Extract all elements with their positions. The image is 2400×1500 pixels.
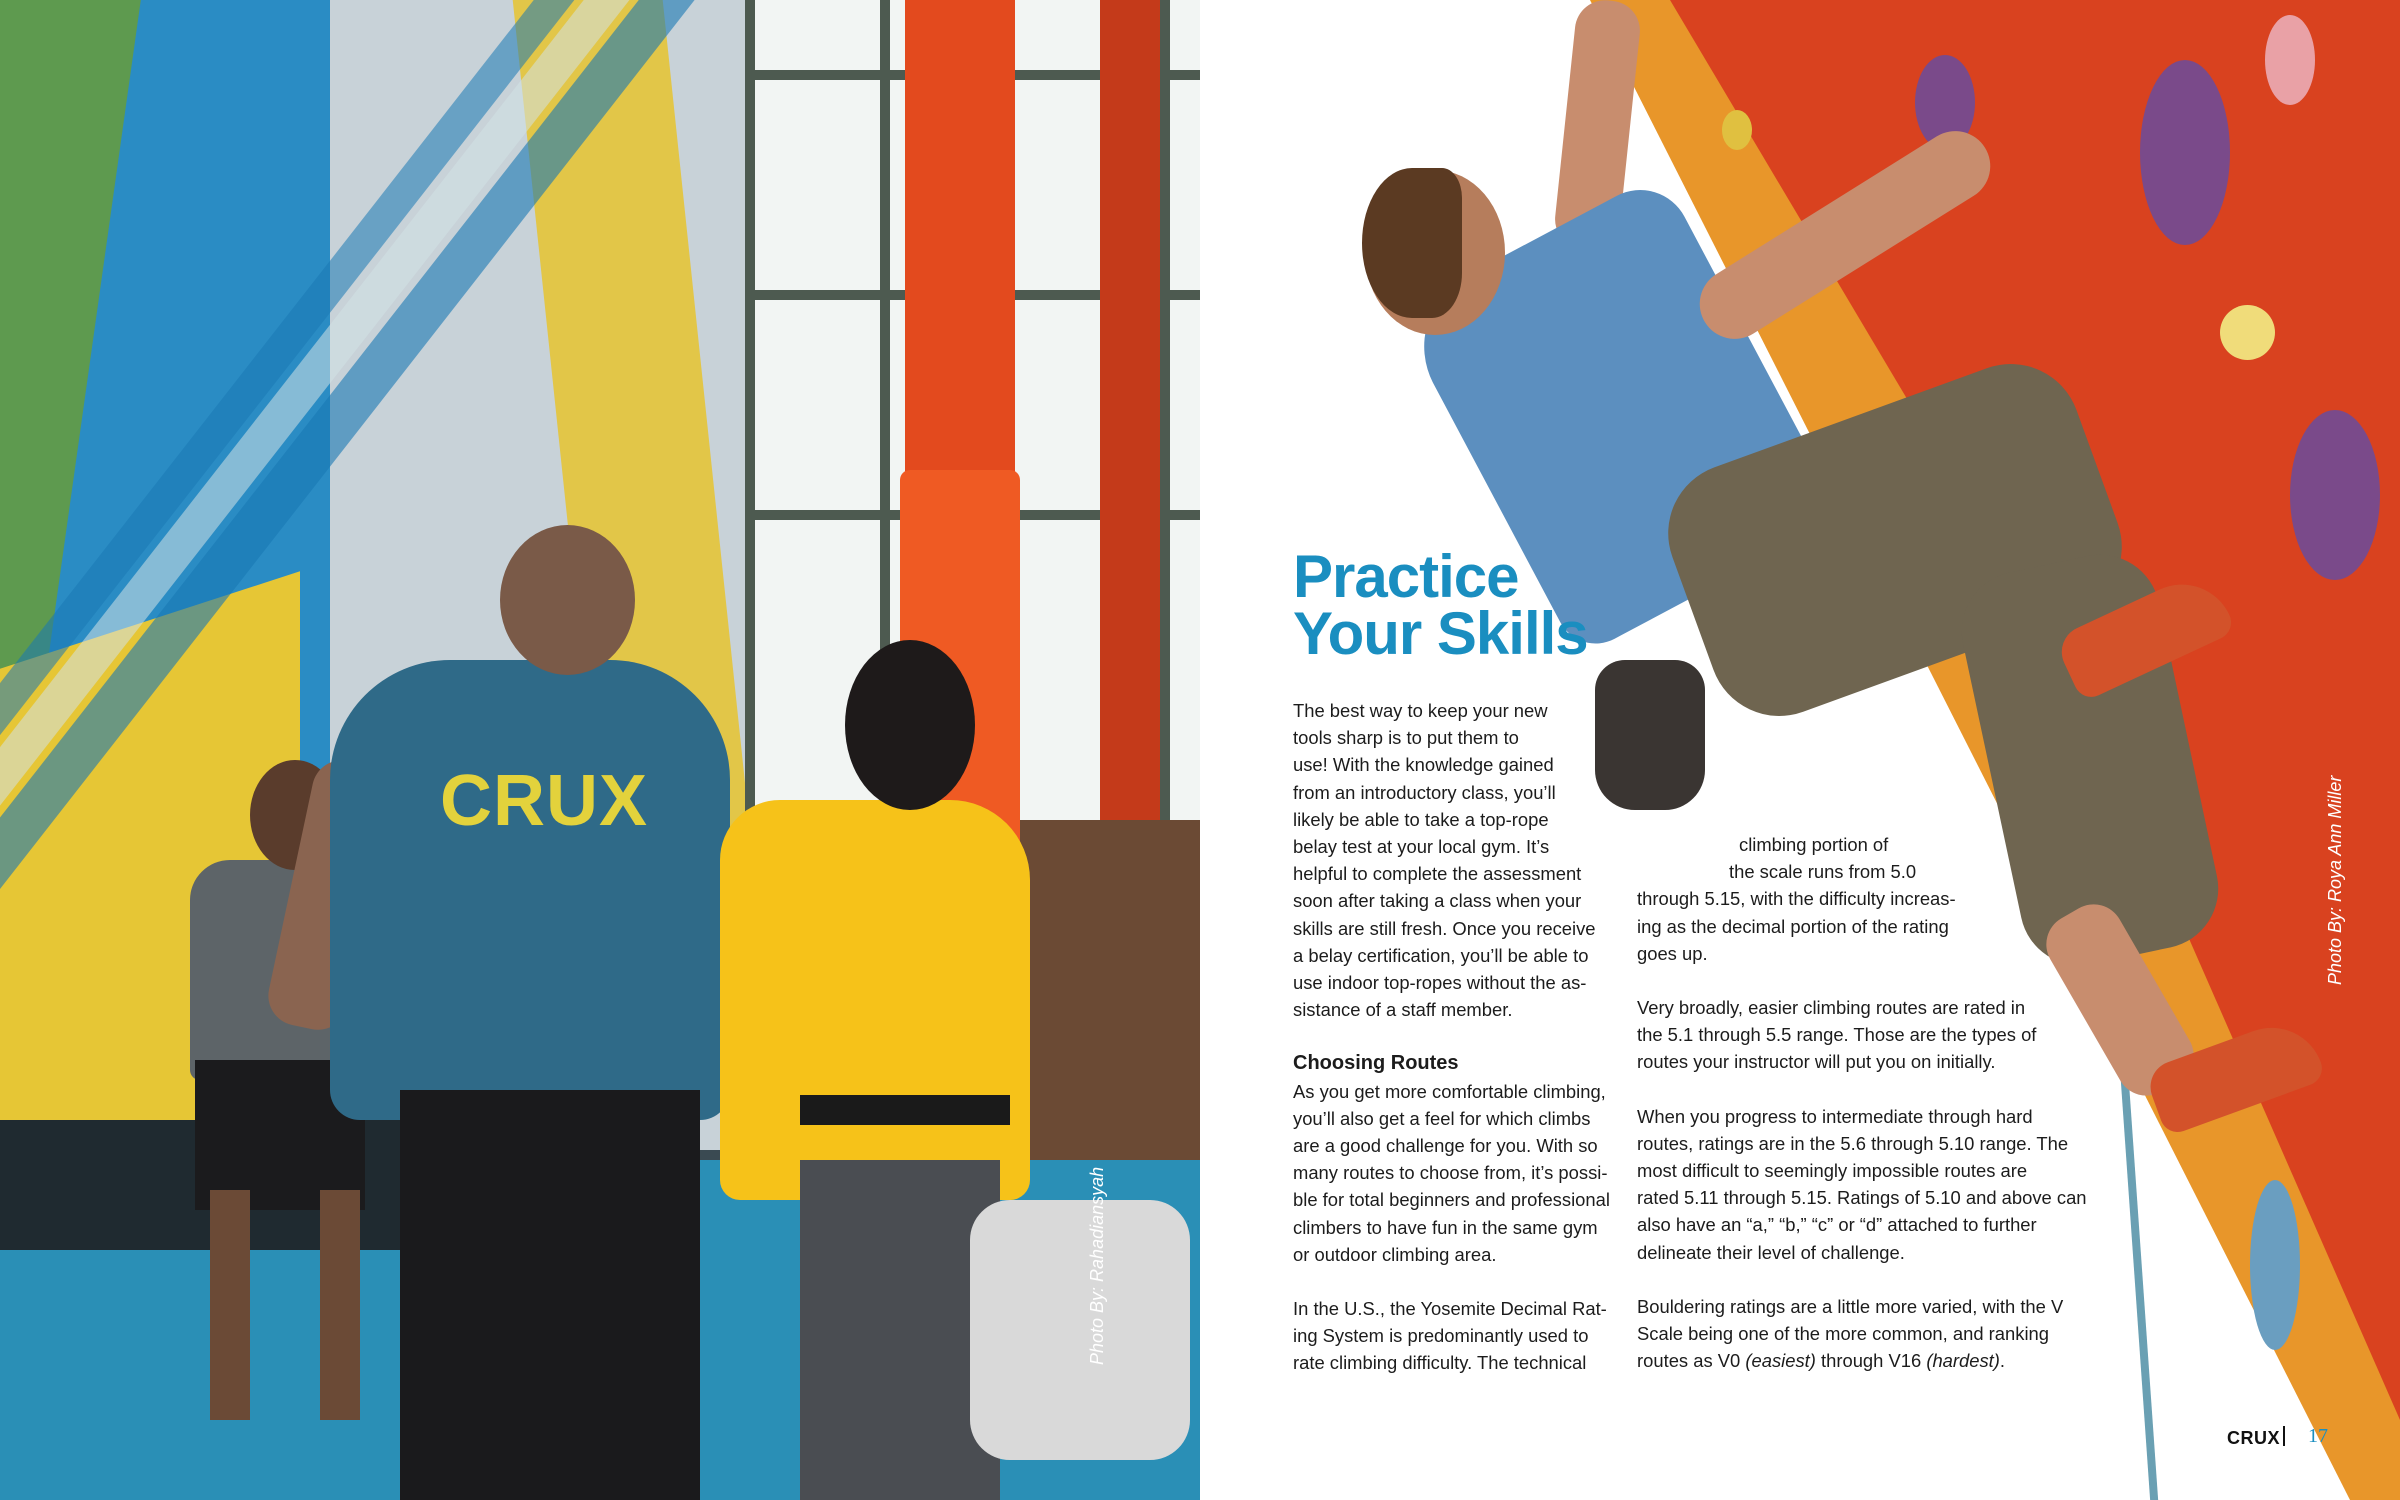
text-line: As you get more comfortable climbing,	[1293, 1080, 1606, 1102]
text-line: sistance of a staff member.	[1293, 999, 1513, 1021]
paragraph	[1293, 1078, 1623, 1268]
climbing-hold	[2250, 1180, 2300, 1350]
page-number: 17	[2308, 1425, 2328, 1447]
text-line: from an introductory class, you’ll	[1293, 781, 1556, 803]
text-line: belay test at your local gym. It’s	[1293, 836, 1550, 858]
person-pants	[400, 1090, 700, 1500]
text-line: also have an “a,” “b,” “c” or “d” attached to further	[1637, 1214, 2037, 1236]
text-line: climbers to have fun in the same gym	[1293, 1216, 1598, 1238]
text-line: or outdoor climbing area.	[1293, 1243, 1497, 1265]
text-line: the scale runs from 5.0	[1729, 861, 1917, 883]
paragraph	[1637, 994, 2097, 1076]
person-leg	[210, 1190, 250, 1420]
article-title	[1293, 543, 1633, 667]
text-line: use! With the knowledge gained	[1293, 754, 1554, 776]
text-line: routes your instructor will put you on initially.	[1637, 1051, 1996, 1073]
paragraph	[1637, 831, 2097, 967]
title-line: Practice	[1293, 543, 1519, 610]
text-line: use indoor top-ropes without the as-	[1293, 972, 1587, 994]
climbing-harness	[800, 1095, 1010, 1125]
window-frame	[745, 0, 755, 820]
climbing-hold	[1722, 110, 1752, 150]
paragraph	[1293, 1295, 1623, 1377]
text-run: .	[1999, 1350, 2006, 1372]
text-run-italic: (hardest)	[1926, 1350, 2000, 1372]
text-run-italic: (easiest)	[1745, 1350, 1816, 1372]
climber-hair	[1362, 168, 1462, 318]
title-line: Your Skills	[1293, 600, 1588, 667]
window-frame	[1160, 0, 1170, 820]
text-line: delineate their level of challenge.	[1637, 1241, 1905, 1263]
footer-brand: CRUX	[2227, 1428, 2281, 1448]
text-line: helpful to complete the assessment	[1293, 863, 1582, 885]
text-line: skills are still fresh. Once you receive	[1293, 917, 1596, 939]
text-run: routes as V0	[1637, 1350, 1746, 1372]
text-line: are a good challenge for you. With so	[1293, 1135, 1598, 1157]
shirt-crux-logo: CRUX	[440, 761, 649, 841]
text-line: ing as the decimal portion of the rating	[1637, 915, 1949, 937]
person-yellow-shirt	[720, 800, 1030, 1200]
text-line: a belay certification, you’ll be able to	[1293, 944, 1589, 966]
text-line: routes, ratings are in the 5.6 through 5.10 range. The	[1637, 1132, 2069, 1154]
text-run: through V16	[1815, 1350, 1927, 1372]
text-column-right	[1637, 831, 2097, 1374]
text-line: Bouldering ratings are a little more varied, with the V	[1637, 1295, 2064, 1317]
text-line: Very broadly, easier climbing routes are rated in	[1637, 997, 2026, 1019]
text-line: the 5.1 through 5.5 range. Those are the types of	[1637, 1024, 2037, 1046]
text-line: rated 5.11 through 5.15. Ratings of 5.10 and above can	[1637, 1187, 2087, 1209]
footer-divider	[2283, 1426, 2285, 1446]
text-line: rate climbing difficulty. The technical	[1293, 1352, 1587, 1374]
text-line: most difficult to seemingly impossible routes are	[1637, 1160, 2028, 1182]
section-subhead: Choosing Routes	[1293, 1052, 1459, 1075]
text-line: tools sharp is to put them to	[1293, 727, 1519, 749]
text-line: through 5.15, with the difficulty increas-	[1637, 888, 1956, 910]
text-line: soon after taking a class when your	[1293, 890, 1582, 912]
text-line: goes up.	[1637, 942, 1708, 964]
text-column-left	[1293, 697, 1623, 1377]
paragraph	[1637, 1293, 2097, 1375]
text-line: climbing portion of	[1739, 834, 1889, 855]
text-line: many routes to choose from, it’s possi-	[1293, 1162, 1608, 1184]
climbing-hold	[2290, 410, 2380, 580]
climbing-hold	[2220, 305, 2275, 360]
person-crux-shirt	[330, 660, 730, 1120]
paragraph	[1293, 697, 1623, 1023]
text-line: When you progress to intermediate through hard	[1637, 1105, 2033, 1127]
climbing-hold	[2140, 60, 2230, 245]
text-line: ing System is predominantly used to	[1293, 1325, 1589, 1347]
person-leg	[320, 1190, 360, 1420]
photo-credit-right: Photo By: Roya Ann Miller	[2325, 775, 2345, 985]
text-line: The best way to keep your new	[1293, 700, 1548, 721]
paragraph	[1637, 1103, 2097, 1266]
text-line: Scale being one of the more common, and ranking	[1637, 1323, 2049, 1345]
person-head	[500, 525, 635, 675]
text-line: likely be able to take a top-rope	[1293, 808, 1549, 830]
text-line: In the U.S., the Yosemite Decimal Rat-	[1293, 1298, 1607, 1320]
person-seated	[970, 1200, 1190, 1460]
photo-credit-left: Photo By: Rahadiansyah	[1087, 1166, 1107, 1365]
text-line: you’ll also get a feel for which climbs	[1293, 1107, 1591, 1129]
text-line	[1637, 1347, 2097, 1374]
text-line: ble for total beginners and professional	[1293, 1189, 1610, 1211]
person-head	[845, 640, 975, 810]
climbing-hold	[2265, 15, 2315, 105]
